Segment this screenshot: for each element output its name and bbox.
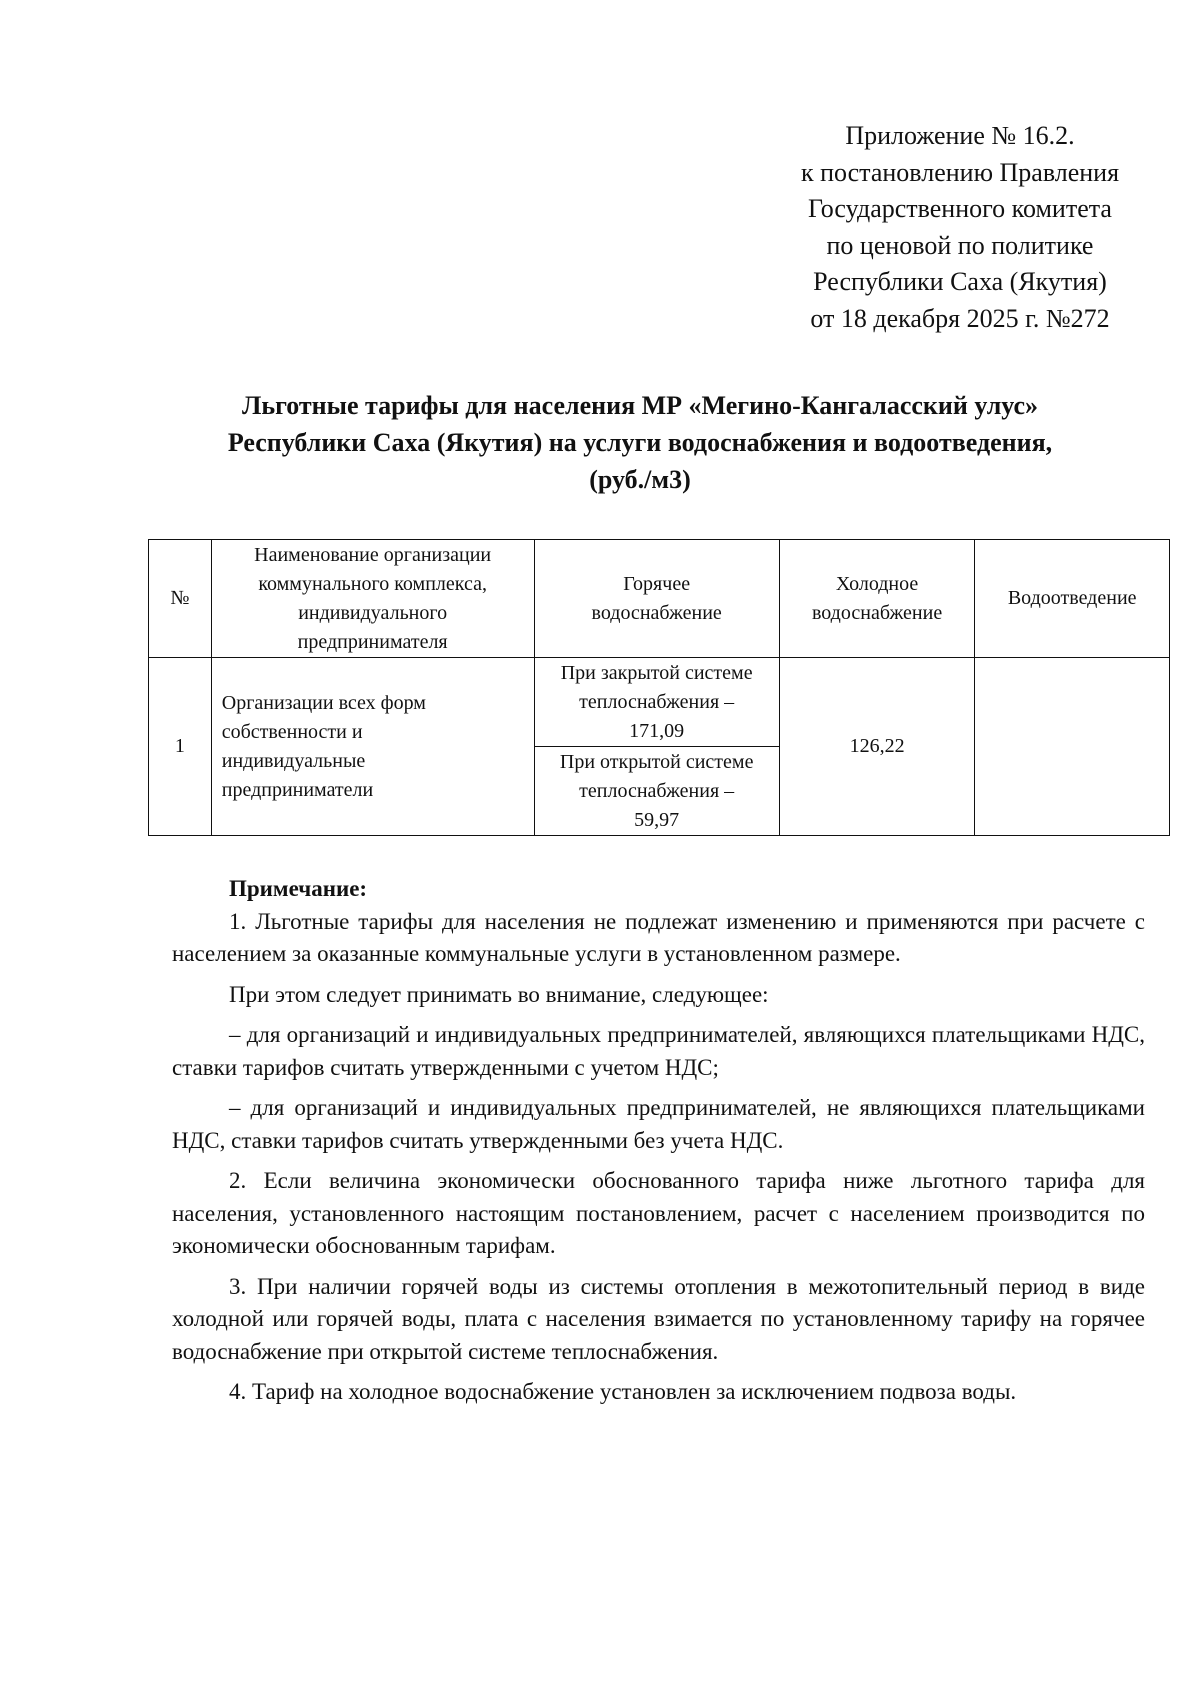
header-hot-water xyxy=(534,540,779,658)
appendix-committee: Государственного комитета xyxy=(808,194,1112,223)
note-paragraph: 4. Тариф на холодное водоснабжение установлен за исключением подвоза воды. xyxy=(229,1379,1017,1404)
row-organization xyxy=(211,658,534,836)
hot-open-line: При открытой системе xyxy=(559,750,754,773)
appendix-block xyxy=(770,118,1150,337)
row-org-line: индивидуальные xyxy=(221,749,366,772)
header-org-line: коммунального комплекса, xyxy=(258,572,487,595)
header-org-line: индивидуального xyxy=(298,601,448,624)
hot-closed-line: теплоснабжения – xyxy=(579,690,735,713)
row-org-line: предприниматели xyxy=(221,778,374,801)
cold-water-value: 126,22 xyxy=(779,658,975,836)
note-paragraph: 3. При наличии горячей воды из системы отопления в межотопительный период в виде холодной или горячей воды, плата с населения взимается по установленному тарифу на горячее водоснабжение при открытой системе теплоснабжения. xyxy=(172,1273,1145,1364)
header-hot-line: Горячее xyxy=(623,572,691,595)
table-row xyxy=(149,658,1170,747)
appendix-number: Приложение № 16.2. xyxy=(845,121,1075,150)
appendix-republic: Республики Саха (Якутия) xyxy=(813,267,1107,296)
title-line-3: (руб./м3) xyxy=(589,465,691,494)
header-organization xyxy=(211,540,534,658)
row-org-line: Организации всех форм xyxy=(221,691,426,714)
sewage-value xyxy=(975,658,1170,836)
note-paragraph: – для организаций и индивидуальных предпринимателей, не являющихся плательщиками НДС, ставки тарифов считать утвержденными без учета НДС. xyxy=(172,1095,1145,1153)
notes-section xyxy=(172,873,1145,1409)
header-org-line: Наименование организации xyxy=(254,543,492,566)
tariff-table xyxy=(148,539,1170,836)
row-org-line: собственности и xyxy=(221,720,363,743)
header-cold-line: Холодное xyxy=(835,572,919,595)
hot-closed-value: 171,09 xyxy=(629,719,685,742)
row-number: 1 xyxy=(149,658,212,836)
title-line-1: Льготные тарифы для населения МР «Мегино-Кангаласский улус» xyxy=(241,391,1039,420)
hot-closed-line: При закрытой системе xyxy=(560,661,753,684)
note-paragraph: 1. Льготные тарифы для населения не подлежат изменению и применяются при расчете с населением за оказанные коммунальные услуги в установленном размере. xyxy=(172,908,1145,966)
table-header-row xyxy=(149,540,1170,658)
hot-open-line: теплоснабжения – xyxy=(579,779,735,802)
document-title xyxy=(150,387,1130,498)
title-line-2: Республики Саха (Якутия) на услуги водоснабжения и водоотведения, xyxy=(227,428,1053,457)
notes-heading: Примечание: xyxy=(229,876,368,901)
note-paragraph: При этом следует принимать во внимание, следующее: xyxy=(229,981,769,1007)
hot-water-open-system xyxy=(534,747,779,836)
header-hot-line: водоснабжение xyxy=(591,601,722,624)
header-org-line: предпринимателя xyxy=(297,630,448,653)
header-sewage: Водоотведение xyxy=(975,540,1170,658)
hot-open-value: 59,97 xyxy=(634,808,680,831)
appendix-policy: по ценовой по политике xyxy=(826,230,1094,260)
note-paragraph: – для организаций и индивидуальных предпринимателей, являющихся плательщиками НДС, ставки тарифов считать утвержденными с учетом НДС; xyxy=(172,1022,1145,1080)
header-number: № xyxy=(149,540,212,658)
appendix-date: от 18 декабря 2025 г. №272 xyxy=(810,303,1110,333)
appendix-reference: к постановлению Правления xyxy=(800,157,1120,187)
hot-water-closed-system xyxy=(534,658,779,747)
header-cold-water xyxy=(779,540,975,658)
note-paragraph: 2. Если величина экономически обоснованного тарифа ниже льготного тарифа для населения, установленного настоящим постановлением, расчет с населением производится по экономически обоснованным тарифам. xyxy=(172,1168,1145,1258)
header-cold-line: водоснабжение xyxy=(811,601,943,624)
